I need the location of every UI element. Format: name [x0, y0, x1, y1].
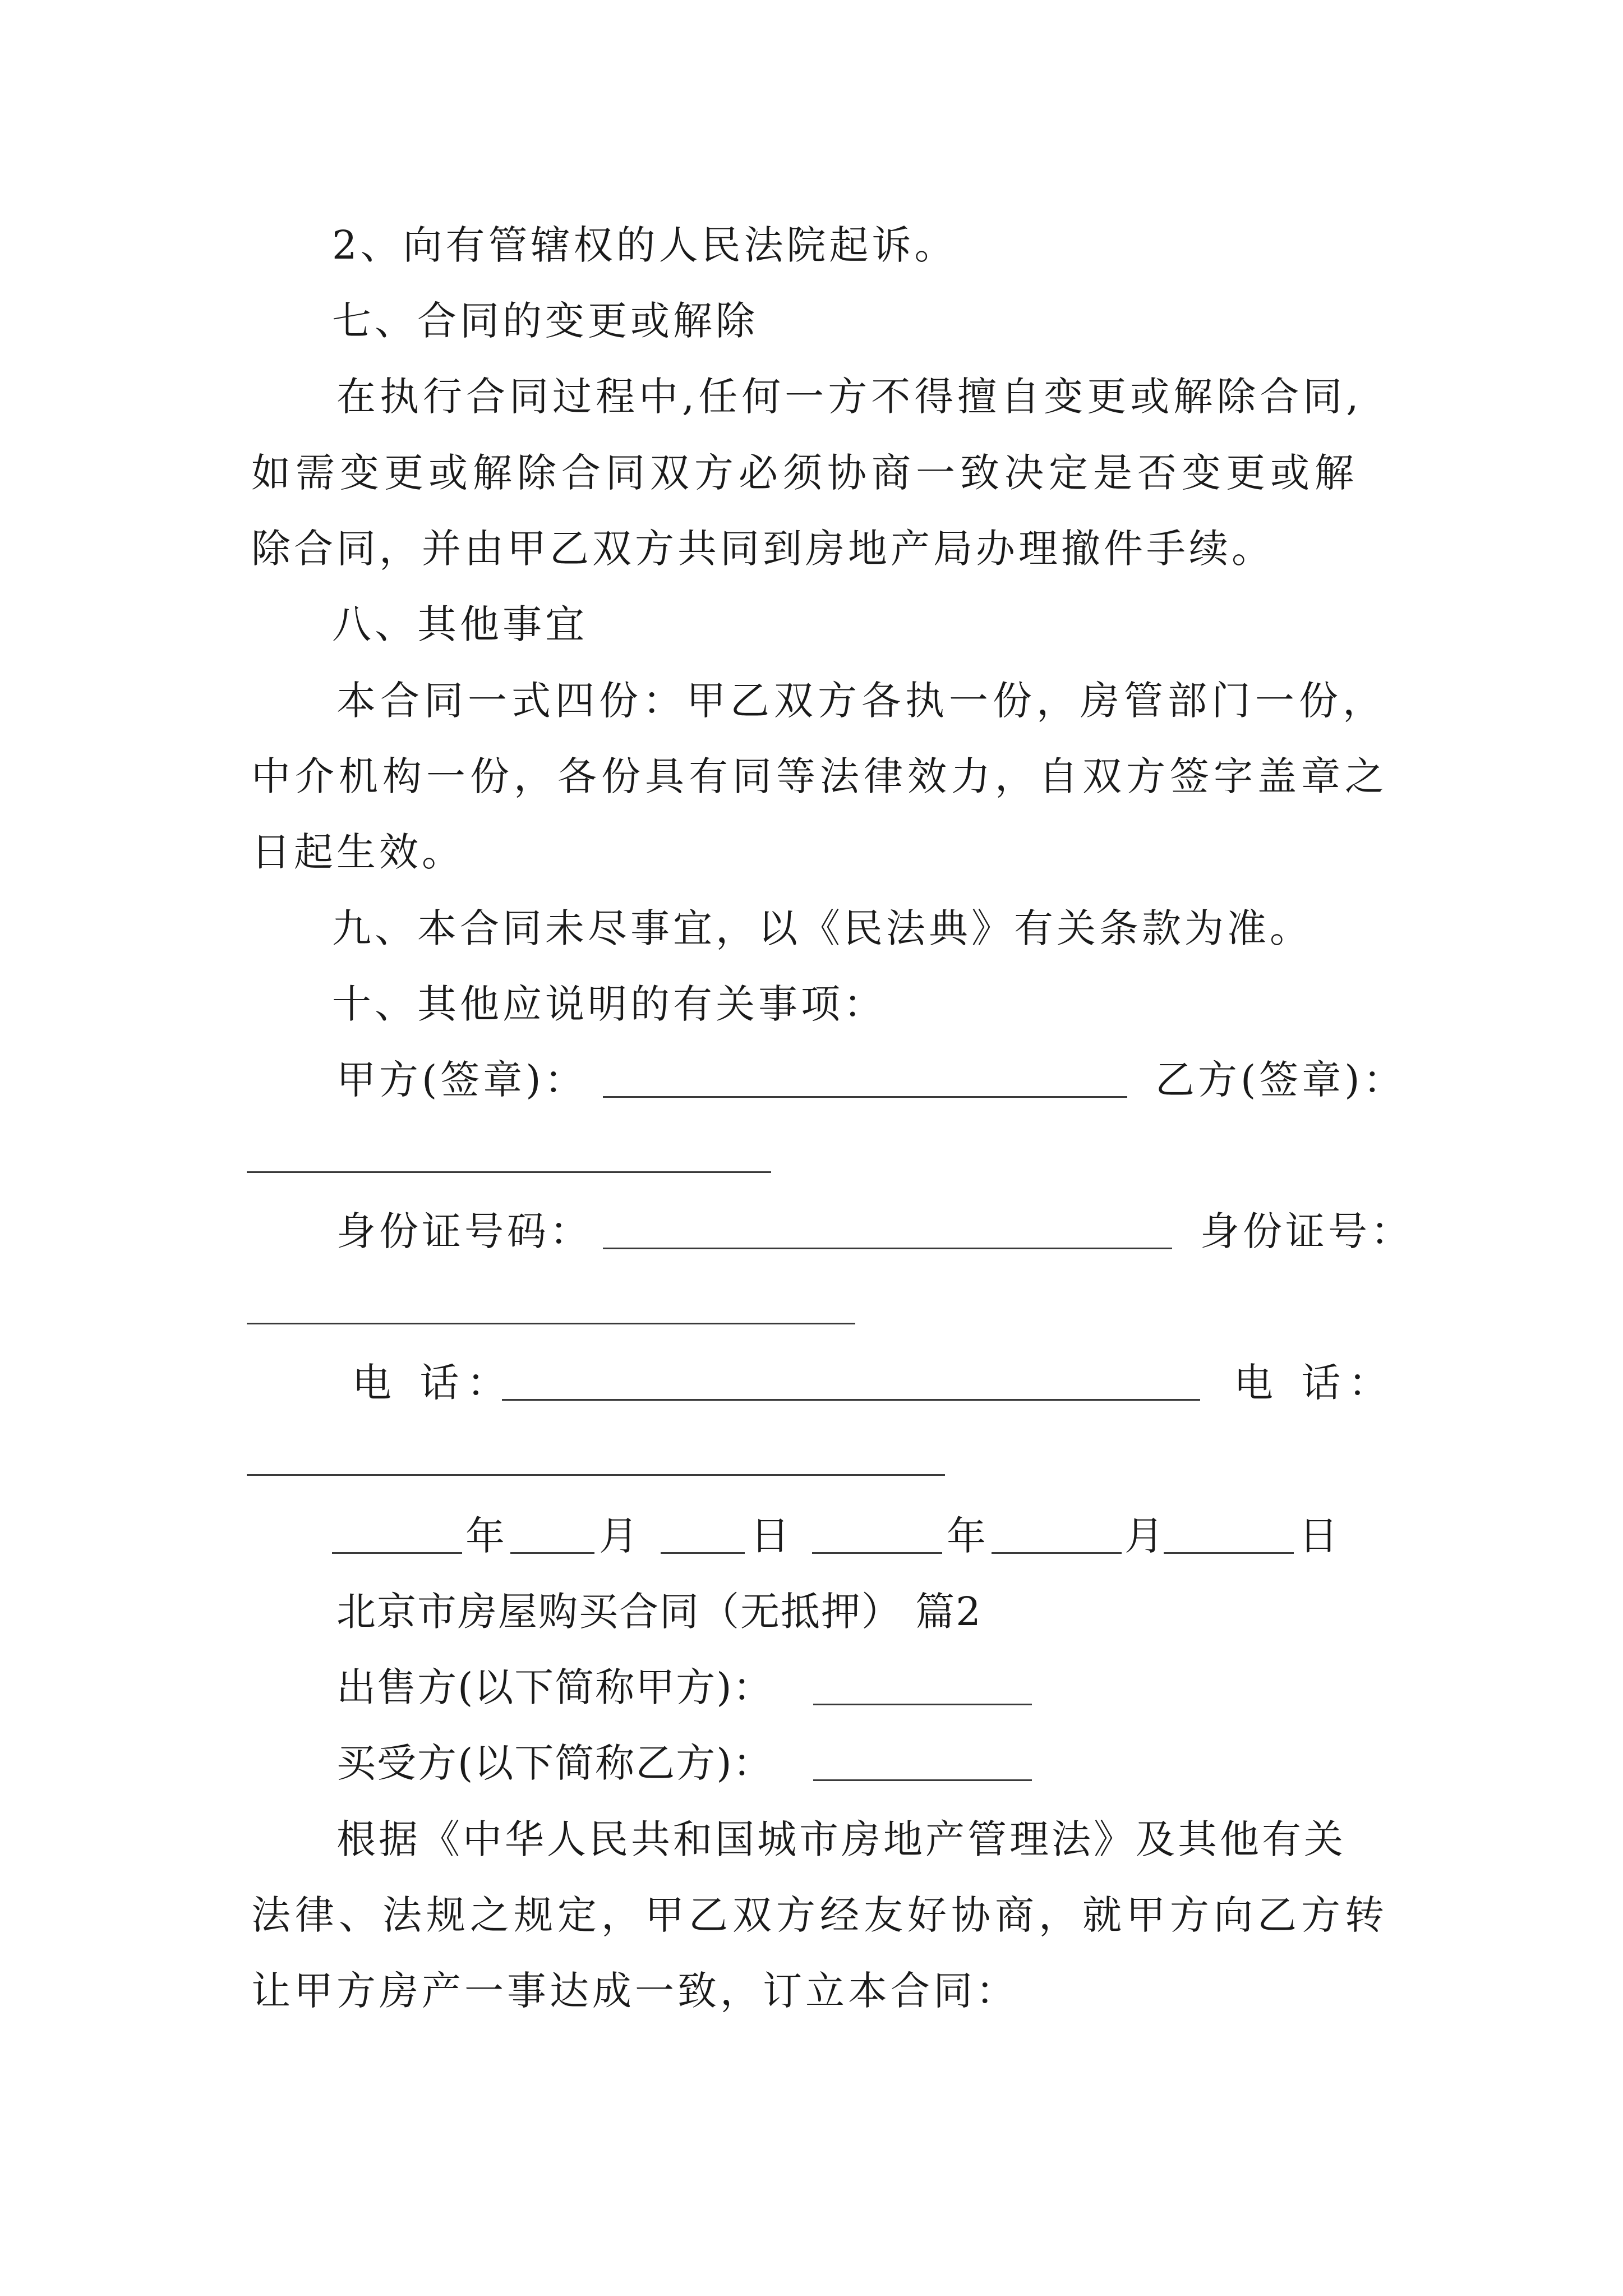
section-10-heading: 十、其他应说明的有关事项：	[332, 981, 886, 1027]
party-a-phone-label: 电 话：	[352, 1360, 514, 1406]
date-a-day-label: 日	[750, 1513, 793, 1559]
party-b-id-field[interactable]	[247, 1323, 855, 1324]
section-7-para-line3: 除合同，并由甲乙双方共同到房地产局办理撤件手续。	[251, 526, 1274, 572]
clause-2-litigation: 2、向有管辖权的人民法院起诉。	[332, 222, 957, 268]
date-b-year-field[interactable]	[812, 1552, 942, 1554]
part-2-preamble-line2: 法律、法规之规定，甲乙双方经友好协商，就甲方向乙方转	[251, 1892, 1389, 1938]
section-7-heading: 七、合同的变更或解除	[332, 298, 758, 344]
party-b-sign-field[interactable]	[247, 1171, 771, 1173]
date-a-month-label: 月	[599, 1513, 642, 1559]
date-b-month-field[interactable]	[992, 1552, 1122, 1554]
buyer-field[interactable]	[813, 1779, 1032, 1781]
party-a-id-label: 身份证号码：	[336, 1208, 592, 1254]
section-8-heading: 八、其他事宜	[332, 601, 588, 647]
party-a-id-field[interactable]	[603, 1248, 1172, 1249]
date-b-year-label: 年	[947, 1513, 989, 1559]
party-b-id-label: 身份证号：	[1200, 1208, 1413, 1254]
section-8-para-line1: 本合同一式四份：甲乙双方各执一份，房管部门一份，	[336, 678, 1386, 724]
date-a-year-field[interactable]	[332, 1552, 462, 1554]
part-2-preamble-line1: 根据《中华人民共和国城市房地产管理法》及其他有关	[336, 1816, 1346, 1862]
part-2-preamble-line3: 让甲方房产一事达成一致，订立本合同：	[251, 1968, 1018, 2014]
party-a-sign-label: 甲方(签章)：	[336, 1057, 587, 1103]
party-b-sign-label: 乙方(签章)：	[1155, 1057, 1406, 1103]
date-b-day-field[interactable]	[1164, 1552, 1294, 1554]
date-a-month-field[interactable]	[510, 1552, 594, 1554]
buyer-label: 买受方(以下简称乙方)：	[336, 1740, 773, 1786]
section-7-para-line1: 在执行合同过程中,任何一方不得擅自变更或解除合同,	[336, 374, 1363, 420]
date-b-month-label: 月	[1124, 1513, 1167, 1559]
date-b-day-label: 日	[1299, 1513, 1341, 1559]
party-a-sign-field[interactable]	[603, 1096, 1127, 1098]
section-7-para-line2: 如需变更或解除合同双方必须协商一致决定是否变更或解	[251, 450, 1359, 496]
section-8-para-line2: 中介机构一份，各份具有同等法律效力，自双方签字盖章之	[251, 753, 1389, 799]
party-b-phone-field[interactable]	[247, 1474, 945, 1476]
party-a-phone-field[interactable]	[502, 1399, 1200, 1401]
date-a-year-label: 年	[465, 1513, 508, 1559]
seller-label: 出售方(以下简称甲方)：	[336, 1664, 773, 1710]
seller-field[interactable]	[813, 1704, 1032, 1705]
party-b-phone-label: 电 话：	[1234, 1360, 1396, 1406]
date-a-day-field[interactable]	[661, 1552, 745, 1554]
section-8-para-line3: 日起生效。	[251, 829, 464, 875]
section-9-text: 九、本合同未尽事宜，以《民法典》有关条款为准。	[332, 905, 1312, 951]
part-2-title: 北京市房屋购买合同（无抵押） 篇2	[336, 1589, 982, 1635]
